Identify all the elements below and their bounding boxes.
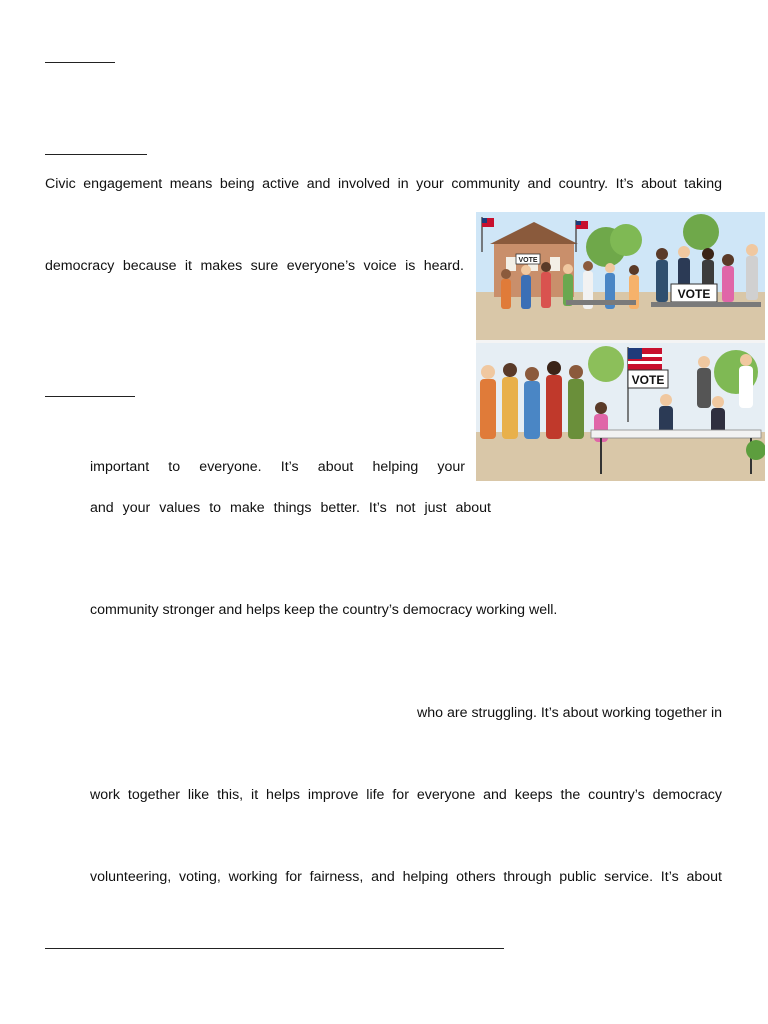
paragraph-line-2: democracy because it makes sure everyone’s voice is heard. — [45, 258, 464, 274]
american-flag-canton — [576, 221, 581, 225]
illustration-svg — [476, 212, 765, 481]
paragraph-line-7: work together like this, it helps improve life for everyone and keeps the country’s democracy — [90, 787, 722, 803]
registration-table — [591, 430, 761, 438]
ground-top — [476, 292, 765, 342]
paragraph-line-3: important to everyone. It’s about helping your — [90, 459, 465, 475]
paragraph-line-6: who are struggling. It’s about working together in — [417, 705, 722, 721]
american-flag-canton — [482, 218, 487, 223]
heading-rule-1 — [45, 62, 115, 63]
vote-sign-text: VOTE — [631, 373, 665, 387]
ground-bottom — [476, 432, 765, 481]
paragraph-line-1: Civic engagement means being active and involved in your community and country. It’s about taking — [45, 176, 722, 192]
civic-engagement-illustration — [476, 212, 765, 481]
tree — [683, 214, 719, 250]
tree — [610, 224, 642, 256]
american-flag-canton — [628, 348, 642, 359]
building-window — [550, 257, 560, 271]
paragraph-line-8: volunteering, voting, working for fairness, and helping others through public service. It’s about — [90, 869, 722, 885]
building-window — [506, 257, 516, 271]
heading-rule-3 — [45, 396, 135, 397]
scene-divider — [476, 340, 765, 343]
heading-rule-4 — [45, 948, 504, 949]
heading-rule-2 — [45, 154, 147, 155]
table — [651, 302, 761, 307]
paragraph-line-5: community stronger and helps keep the country’s democracy working well. — [90, 602, 558, 618]
paragraph-line-4: and your values to make things better. It’s not just about — [90, 500, 491, 516]
vote-sign-text: VOTE — [518, 257, 538, 264]
vote-sign-text: VOTE — [677, 287, 711, 301]
table — [566, 300, 636, 305]
tree — [588, 346, 624, 382]
american-flag-stripe — [628, 361, 662, 364]
